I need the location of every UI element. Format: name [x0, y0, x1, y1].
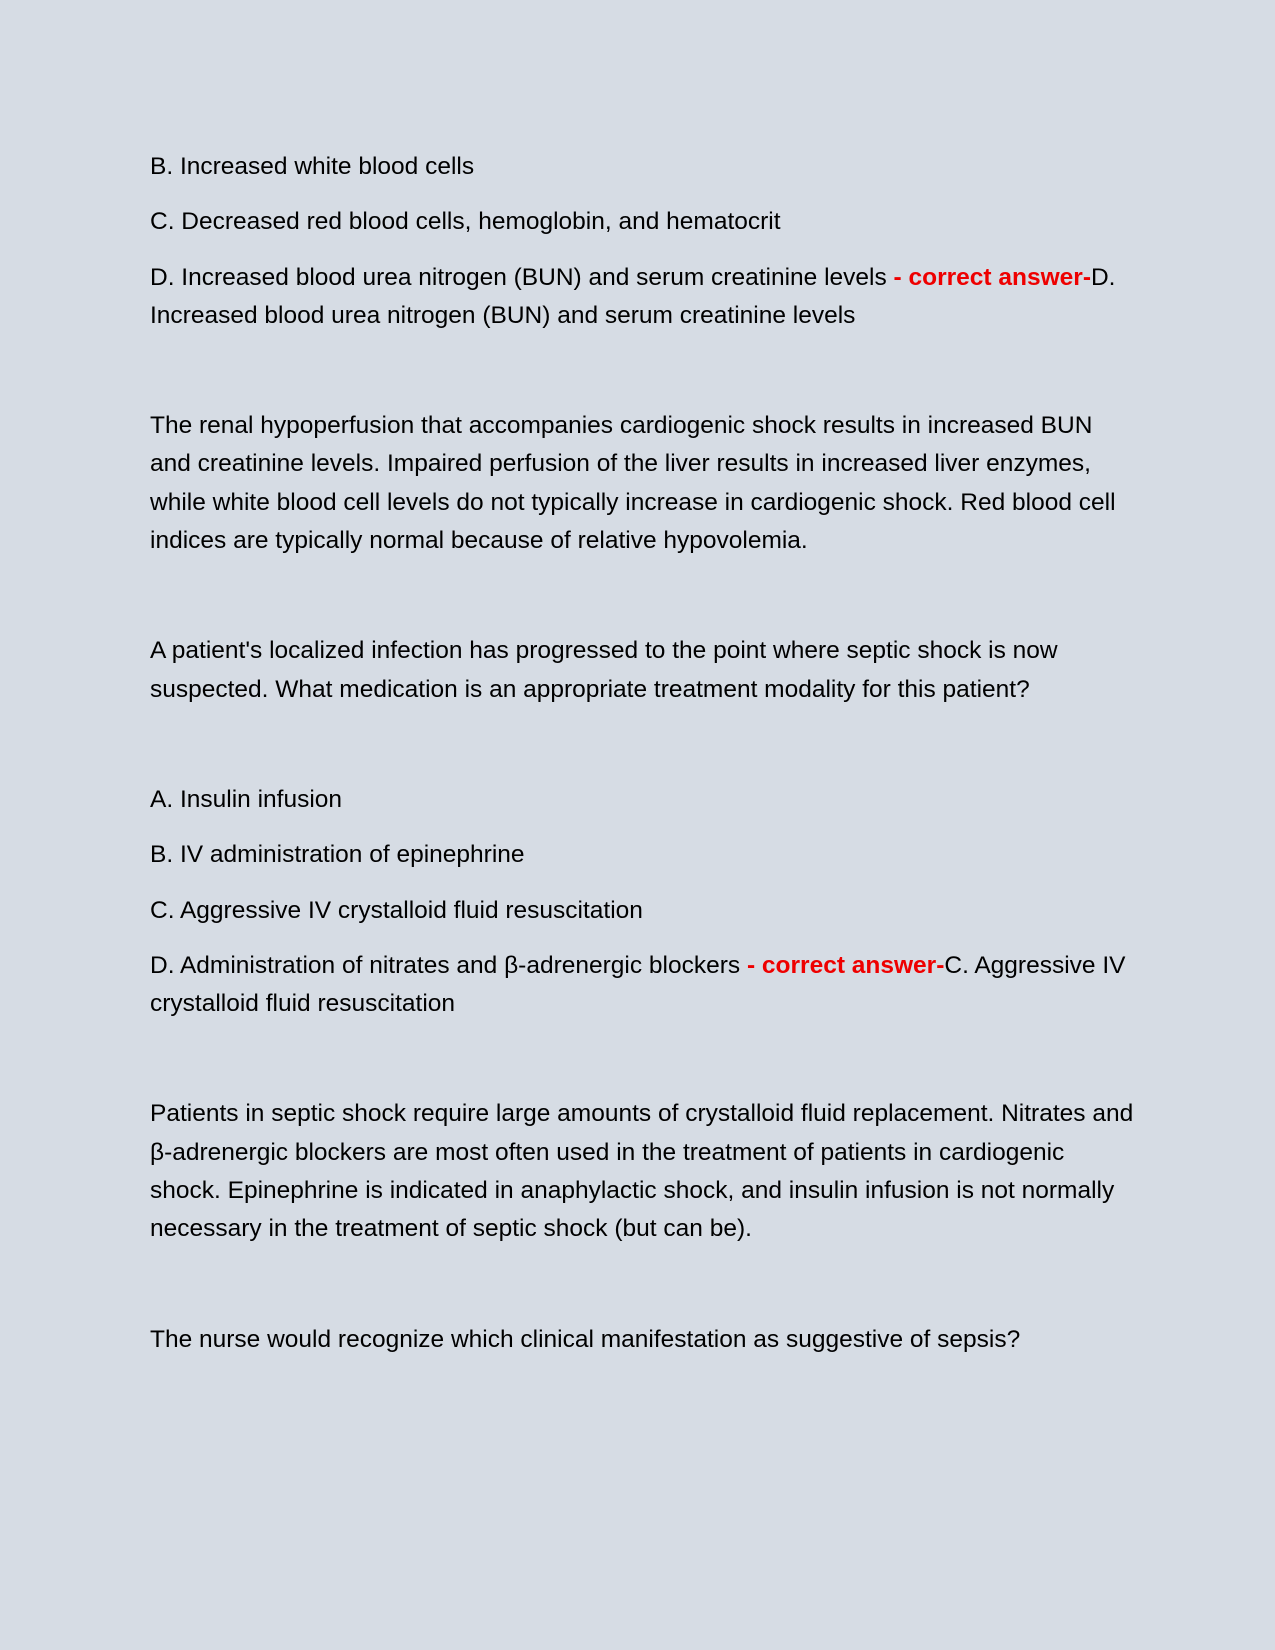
q1-answer-marker: - correct answer-	[893, 263, 1091, 291]
q1-option-d-with-answer	[150, 259, 1140, 336]
q2-rationale: Patients in septic shock require large amounts of crystalloid fluid replacement. Nitrates and β-adrenergic blockers are most often used in the treatment of patients in cardiogenic shock. Epinephrine is indicated in anaphylactic shock, and insulin infusion is not normally necessary in the treatment of septic shock (but can be).	[150, 1100, 1134, 1243]
q2-answer-marker: - correct answer-	[746, 951, 945, 979]
document-page	[150, 148, 1140, 1359]
q2-option-a: A. Insulin infusion	[150, 785, 343, 813]
q1-rationale: The renal hypoperfusion that accompanies cardiogenic shock results in increased BUN and creatinine levels. Impaired perfusion of the liver results in increased liver enzymes, while white blood cell levels do not typically increase in cardiogenic shock. Red blood cell indices are typically normal because of relative hypovolemia.	[150, 412, 1116, 555]
q1-option-d: D. Increased blood urea nitrogen (BUN) and serum creatinine levels	[150, 263, 894, 291]
q2-answer-text: C. Aggressive IV crystalloid fluid resuscitation	[150, 951, 1126, 1018]
q2-question: A patient's localized infection has progressed to the point where septic shock is now suspected. What medication is an appropriate treatment modality for this patient?	[150, 637, 1058, 703]
q3-question: The nurse would recognize which clinical manifestation as suggestive of sepsis?	[150, 1325, 1021, 1353]
q1-answer-text: D. Increased blood urea nitrogen (BUN) and serum creatinine levels	[150, 263, 1116, 329]
q1-option-c: C. Decreased red blood cells, hemoglobin, and hematocrit	[150, 208, 781, 236]
q1-option-b: B. Increased white blood cells	[150, 153, 475, 180]
q2-option-c: C. Aggressive IV crystalloid fluid resuscitation	[150, 896, 643, 924]
q2-option-b: B. IV administration of epinephrine	[150, 841, 525, 869]
q2-option-d: D. Administration of nitrates and β-adrenergic blockers	[150, 951, 747, 979]
q2-option-d-with-answer	[150, 947, 1140, 1024]
